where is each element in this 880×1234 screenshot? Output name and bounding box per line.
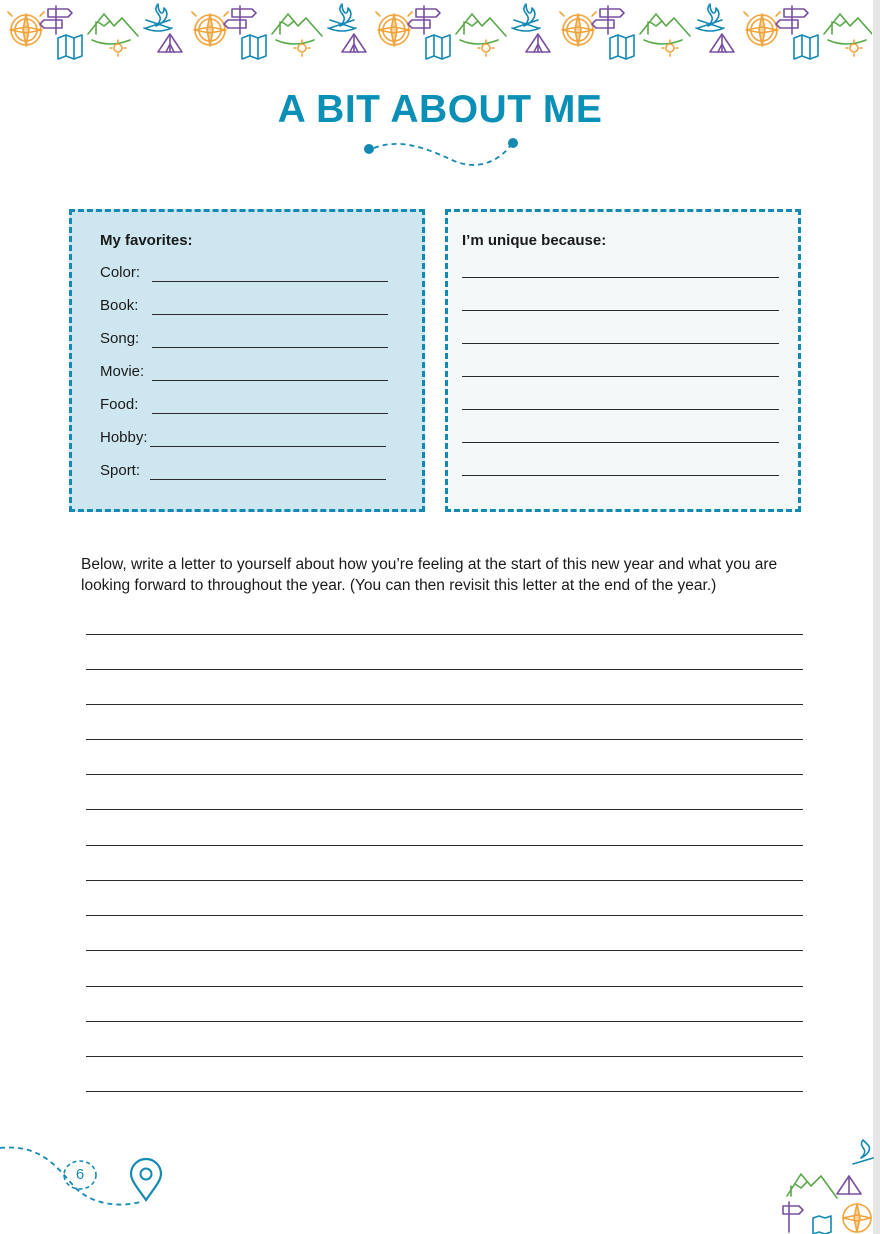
favorites-box: [69, 209, 425, 512]
letter-line[interactable]: [86, 669, 803, 670]
favorite-label: Sport:: [100, 462, 141, 479]
compass-icon: [8, 12, 44, 46]
favorite-row-song: [100, 328, 394, 350]
unique-box: [445, 209, 801, 512]
map-icon: [813, 1216, 831, 1234]
title-dashed-flourish: [360, 134, 522, 174]
write-in-line[interactable]: [150, 479, 386, 480]
favorite-label: Color:: [100, 264, 141, 281]
map-icon: [58, 35, 82, 59]
letter-line[interactable]: [86, 704, 803, 705]
corner-decoration: [775, 1134, 875, 1234]
page-number: 6: [75, 1166, 85, 1183]
favorite-label: Book:: [100, 297, 139, 314]
signpost-icon: [40, 6, 72, 34]
favorite-row-sport: [100, 460, 394, 482]
favorite-label: Movie:: [100, 363, 145, 380]
letter-prompt: Below, write a letter to yourself about how you’re feeling at the start of this new year and what you are looking forward to throughout the year. (You can then revisit this letter at the end of the year.): [81, 556, 778, 594]
favorite-label: Hobby:: [100, 429, 148, 446]
write-in-line[interactable]: [462, 310, 779, 311]
campfire-icon: [144, 4, 172, 31]
campfire-icon: [853, 1140, 873, 1164]
letter-line[interactable]: [86, 950, 803, 951]
signpost-icon: [783, 1202, 803, 1232]
letter-line[interactable]: [86, 809, 803, 810]
write-in-line[interactable]: [152, 281, 388, 282]
favorite-row-food: [100, 394, 394, 416]
letter-line[interactable]: [86, 1091, 803, 1092]
tent-icon: [158, 34, 182, 52]
letter-line[interactable]: [86, 915, 803, 916]
write-in-line[interactable]: [462, 409, 779, 410]
write-in-line[interactable]: [152, 380, 388, 381]
unique-heading: I’m unique because:: [462, 232, 607, 249]
write-in-line[interactable]: [462, 376, 779, 377]
favorite-row-book: [100, 295, 394, 317]
decorative-top-border: [0, 0, 872, 64]
write-in-line[interactable]: [462, 277, 779, 278]
favorite-row-movie: [100, 361, 394, 383]
write-in-line[interactable]: [462, 442, 779, 443]
letter-line[interactable]: [86, 774, 803, 775]
letter-line[interactable]: [86, 1021, 803, 1022]
write-in-line[interactable]: [152, 347, 388, 348]
letter-line[interactable]: [86, 986, 803, 987]
write-in-line[interactable]: [462, 475, 779, 476]
tent-icon: [837, 1176, 861, 1194]
letter-line[interactable]: [86, 634, 803, 635]
favorite-label: Song:: [100, 330, 140, 347]
letter-line[interactable]: [86, 845, 803, 846]
page-edge: [873, 0, 880, 1234]
favorite-row-color: [100, 262, 394, 284]
write-in-line[interactable]: [152, 314, 388, 315]
letter-line[interactable]: [86, 880, 803, 881]
location-pin-icon: [131, 1159, 161, 1200]
favorite-row-hobby: [100, 427, 394, 449]
write-in-line[interactable]: [152, 413, 388, 414]
page-title: A BIT ABOUT ME: [277, 88, 603, 131]
favorites-heading: My favorites:: [100, 232, 193, 249]
compass-icon: [843, 1204, 871, 1232]
write-in-line[interactable]: [150, 446, 386, 447]
favorite-label: Food:: [100, 396, 139, 413]
write-in-line[interactable]: [462, 343, 779, 344]
letter-line[interactable]: [86, 1056, 803, 1057]
mountain-icon: [88, 14, 138, 44]
mountain-icon: [787, 1174, 837, 1198]
letter-line[interactable]: [86, 739, 803, 740]
